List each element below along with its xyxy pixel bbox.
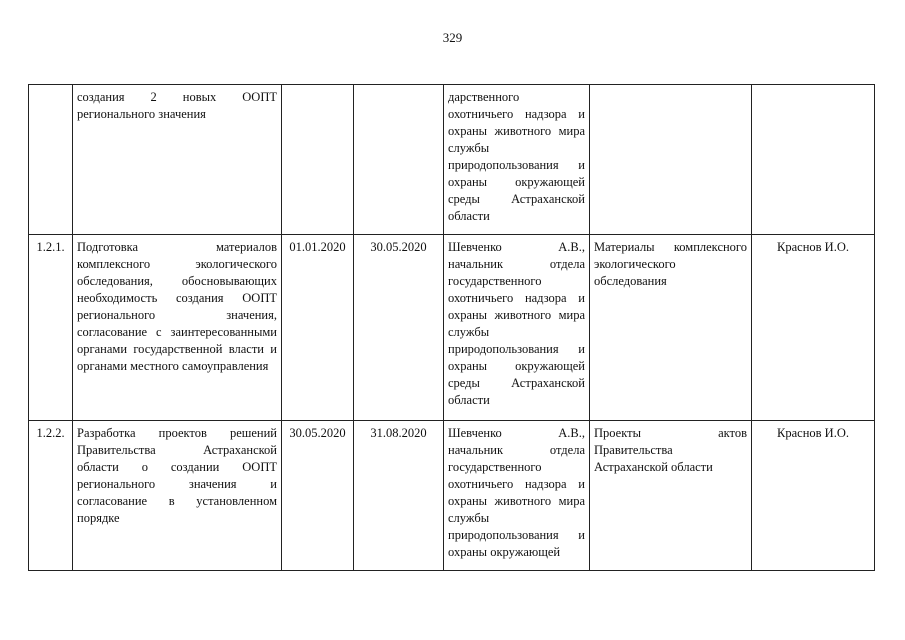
row-number: 1.2.2. — [29, 421, 73, 571]
end-date-cell — [354, 85, 444, 235]
start-date-cell: 30.05.2020 — [282, 421, 354, 571]
end-date-cell: 30.05.2020 — [354, 235, 444, 421]
row-number: 1.2.1. — [29, 235, 73, 421]
result-cell — [590, 85, 752, 235]
event-cell: Разработка проектов решений Правительства Астраханской области о создании ООПТ регионального значения и согласование в установленном порядке — [73, 421, 282, 571]
event-cell: Подготовка материалов комплексного экологического обследования, обосновывающих необходимость создания ООПТ регионального значения, согласование с заинтересованными органами государственной власти и органами местного самоуправления — [73, 235, 282, 421]
result-cell: Материалы комплексного экологического обследования — [590, 235, 752, 421]
event-cell: создания 2 новых ООПТ регионального значения — [73, 85, 282, 235]
curator-cell — [752, 85, 875, 235]
responsible-cell: дарственного охотничьего надзора и охраны животного мира службы природопользования и охраны окружающей среды Астраханской области — [444, 85, 590, 235]
row-number — [29, 85, 73, 235]
plan-table — [28, 84, 875, 571]
result-cell: Проекты актов Правительства Астраханской области — [590, 421, 752, 571]
curator-cell: Краснов И.О. — [752, 421, 875, 571]
start-date-cell: 01.01.2020 — [282, 235, 354, 421]
table-row — [29, 85, 875, 235]
table-row — [29, 421, 875, 571]
page-number: 329 — [442, 30, 463, 45]
responsible-cell: Шевченко А.В., начальник отдела государственного охотничьего надзора и охраны животного мира службы природопользования и охраны окружающей — [444, 421, 590, 571]
end-date-cell: 31.08.2020 — [354, 421, 444, 571]
table-row — [29, 235, 875, 421]
start-date-cell — [282, 85, 354, 235]
curator-cell: Краснов И.О. — [752, 235, 875, 421]
responsible-cell: Шевченко А.В., начальник отдела государственного охотничьего надзора и охраны животного мира службы природопользования и охраны окружающей среды Астраханской области — [444, 235, 590, 421]
